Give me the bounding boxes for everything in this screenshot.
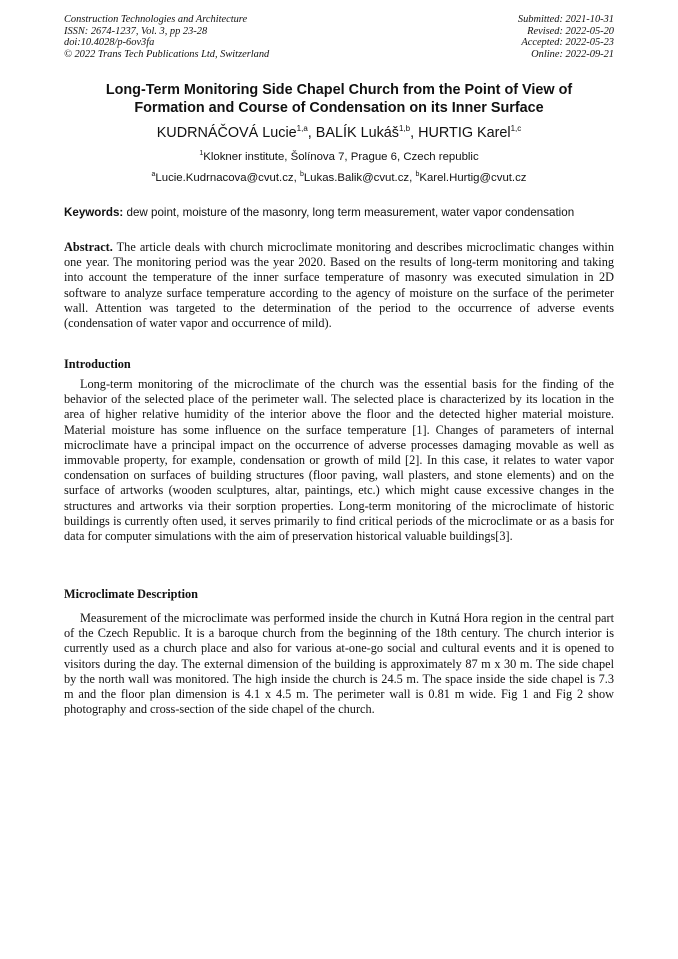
keywords-text: dew point, moisture of the masonry, long term measurement, water vapor condensation [123,206,575,219]
author-name: BALÍK Lukáš [315,125,399,141]
author-name: KUDRNÁČOVÁ Lucie [156,125,297,141]
online-date: Online: 2022-09-21 [531,48,614,60]
author-list [64,124,614,142]
author-affiliation-mark: 1,a [296,124,308,133]
abstract [64,240,614,331]
accepted-date: Accepted: 2022-05-23 [521,37,614,48]
author-affiliation-mark: 1,c [510,124,522,133]
author-name: HURTIG Karel [418,125,511,141]
revised-date: Revised: 2022-05-20 [527,25,614,37]
introduction-paragraph: Long-term monitoring of the microclimate of the church was the essential basis for the finding of the behavior of the selected place of the perimeter wall. The selected place is characterized by its location in the area of higher relative humidity of the interior above the floor and the detected higher material moisture. Material moisture has some influence on the surface temperature [1]. Changes of parameters of internal microclimate have a principal impact on the occurrence of adverse processes damaging movable as well as immovable property, for example, condensation or growth of mild [2]. In this case, it relates to water vapor condensation on surfaces of building structures (floor paving, wall plasters, and stone elements) and on the surface of artworks (wooden sculptures, altar, paintings, etc.) which might cause excessive changes in the structures and artworks via their sorption properties. Long-term monitoring of the microclimate of historic buildings is currently often used, it serves primarily to find critical periods of the microclimate or as a basis for data for computer simulations with the aim of preservation historical valuable buildings[3]. [64,377,614,544]
author-emails [64,171,614,185]
publication-info [64,14,269,60]
microclimate-paragraph: Measurement of the microclimate was performed inside the church in Kutná Hora region in the central part of the Czech Republic. It is a baroque church from the beginning of the 18th century. The church interior is currently used as a church place and also for various at-one-go social and cultural events and it is opened to visitors during the day. The external dimension of the building is approximately 87 m x 30 m. The side chapel by the north wall was monitored. The high inside the church is 24.5 m. The space inside the side chapel is 7.3 m and the floor plan dimension is 4.1 x 4.5 m. The perimeter wall is 0.81 m wide. Fig 1 and Fig 2 show photography and cross-section of the side chapel of the church. [64,611,614,717]
issn-line: ISSN: 2674-1237, Vol. 3, pp 23-28 [64,25,208,37]
copyright-line: © 2022 Trans Tech Publications Ltd, Switzerland [64,48,270,60]
email-address[interactable]: Karel.Hurtig@cvut.cz [419,172,527,184]
journal-name: Construction Technologies and Architecture [64,14,248,25]
email-address[interactable]: Lukas.Balik@cvut.cz, [303,172,416,184]
author-separator: , [410,125,419,141]
email-mark: b [299,171,304,178]
dates-info [518,14,614,60]
affiliation-text: Klokner institute, Šolínova 7, Prague 6, Czech republic [203,151,479,163]
author-separator: , [307,125,316,141]
email-mark: a [151,171,156,178]
title-line-1: Long-Term Monitoring Side Chapel Church from the Point of View of [105,82,573,98]
title-line-2: Formation and Course of Condensation on its Inner Surface [134,100,544,116]
affiliation-mark: 1 [199,150,204,157]
keywords [64,206,624,220]
submitted-date: Submitted: 2021-10-31 [517,14,614,25]
section-heading-introduction: Introduction [64,357,131,371]
doi-line: doi:10.4028/p-6ov3fa [64,37,155,48]
section-heading-microclimate: Microclimate Description [64,587,198,601]
keywords-label: Keywords: [64,206,124,219]
abstract-label: Abstract. [64,240,113,254]
paper-title [64,81,614,117]
affiliation [64,150,614,164]
author-affiliation-mark: 1,b [398,124,411,133]
abstract-text: The article deals with church microclimate monitoring and describes microclimatic changes within one year. The monitoring period was the year 2020. Based on the results of long-term monitoring and taking into account the temperature of the inner surface temperature of masonry was executed simulation in 2D software to analyze surface temperature according to the agency of moisture on the surface of the perimeter wall. Attention was targeted to the determination of the period to the occurrence of adverse events (condensation of water vapor and occurrence of mild). [64,240,614,331]
email-address[interactable]: Lucie.Kudrnacova@cvut.cz, [155,172,300,184]
email-mark: b [415,171,420,178]
